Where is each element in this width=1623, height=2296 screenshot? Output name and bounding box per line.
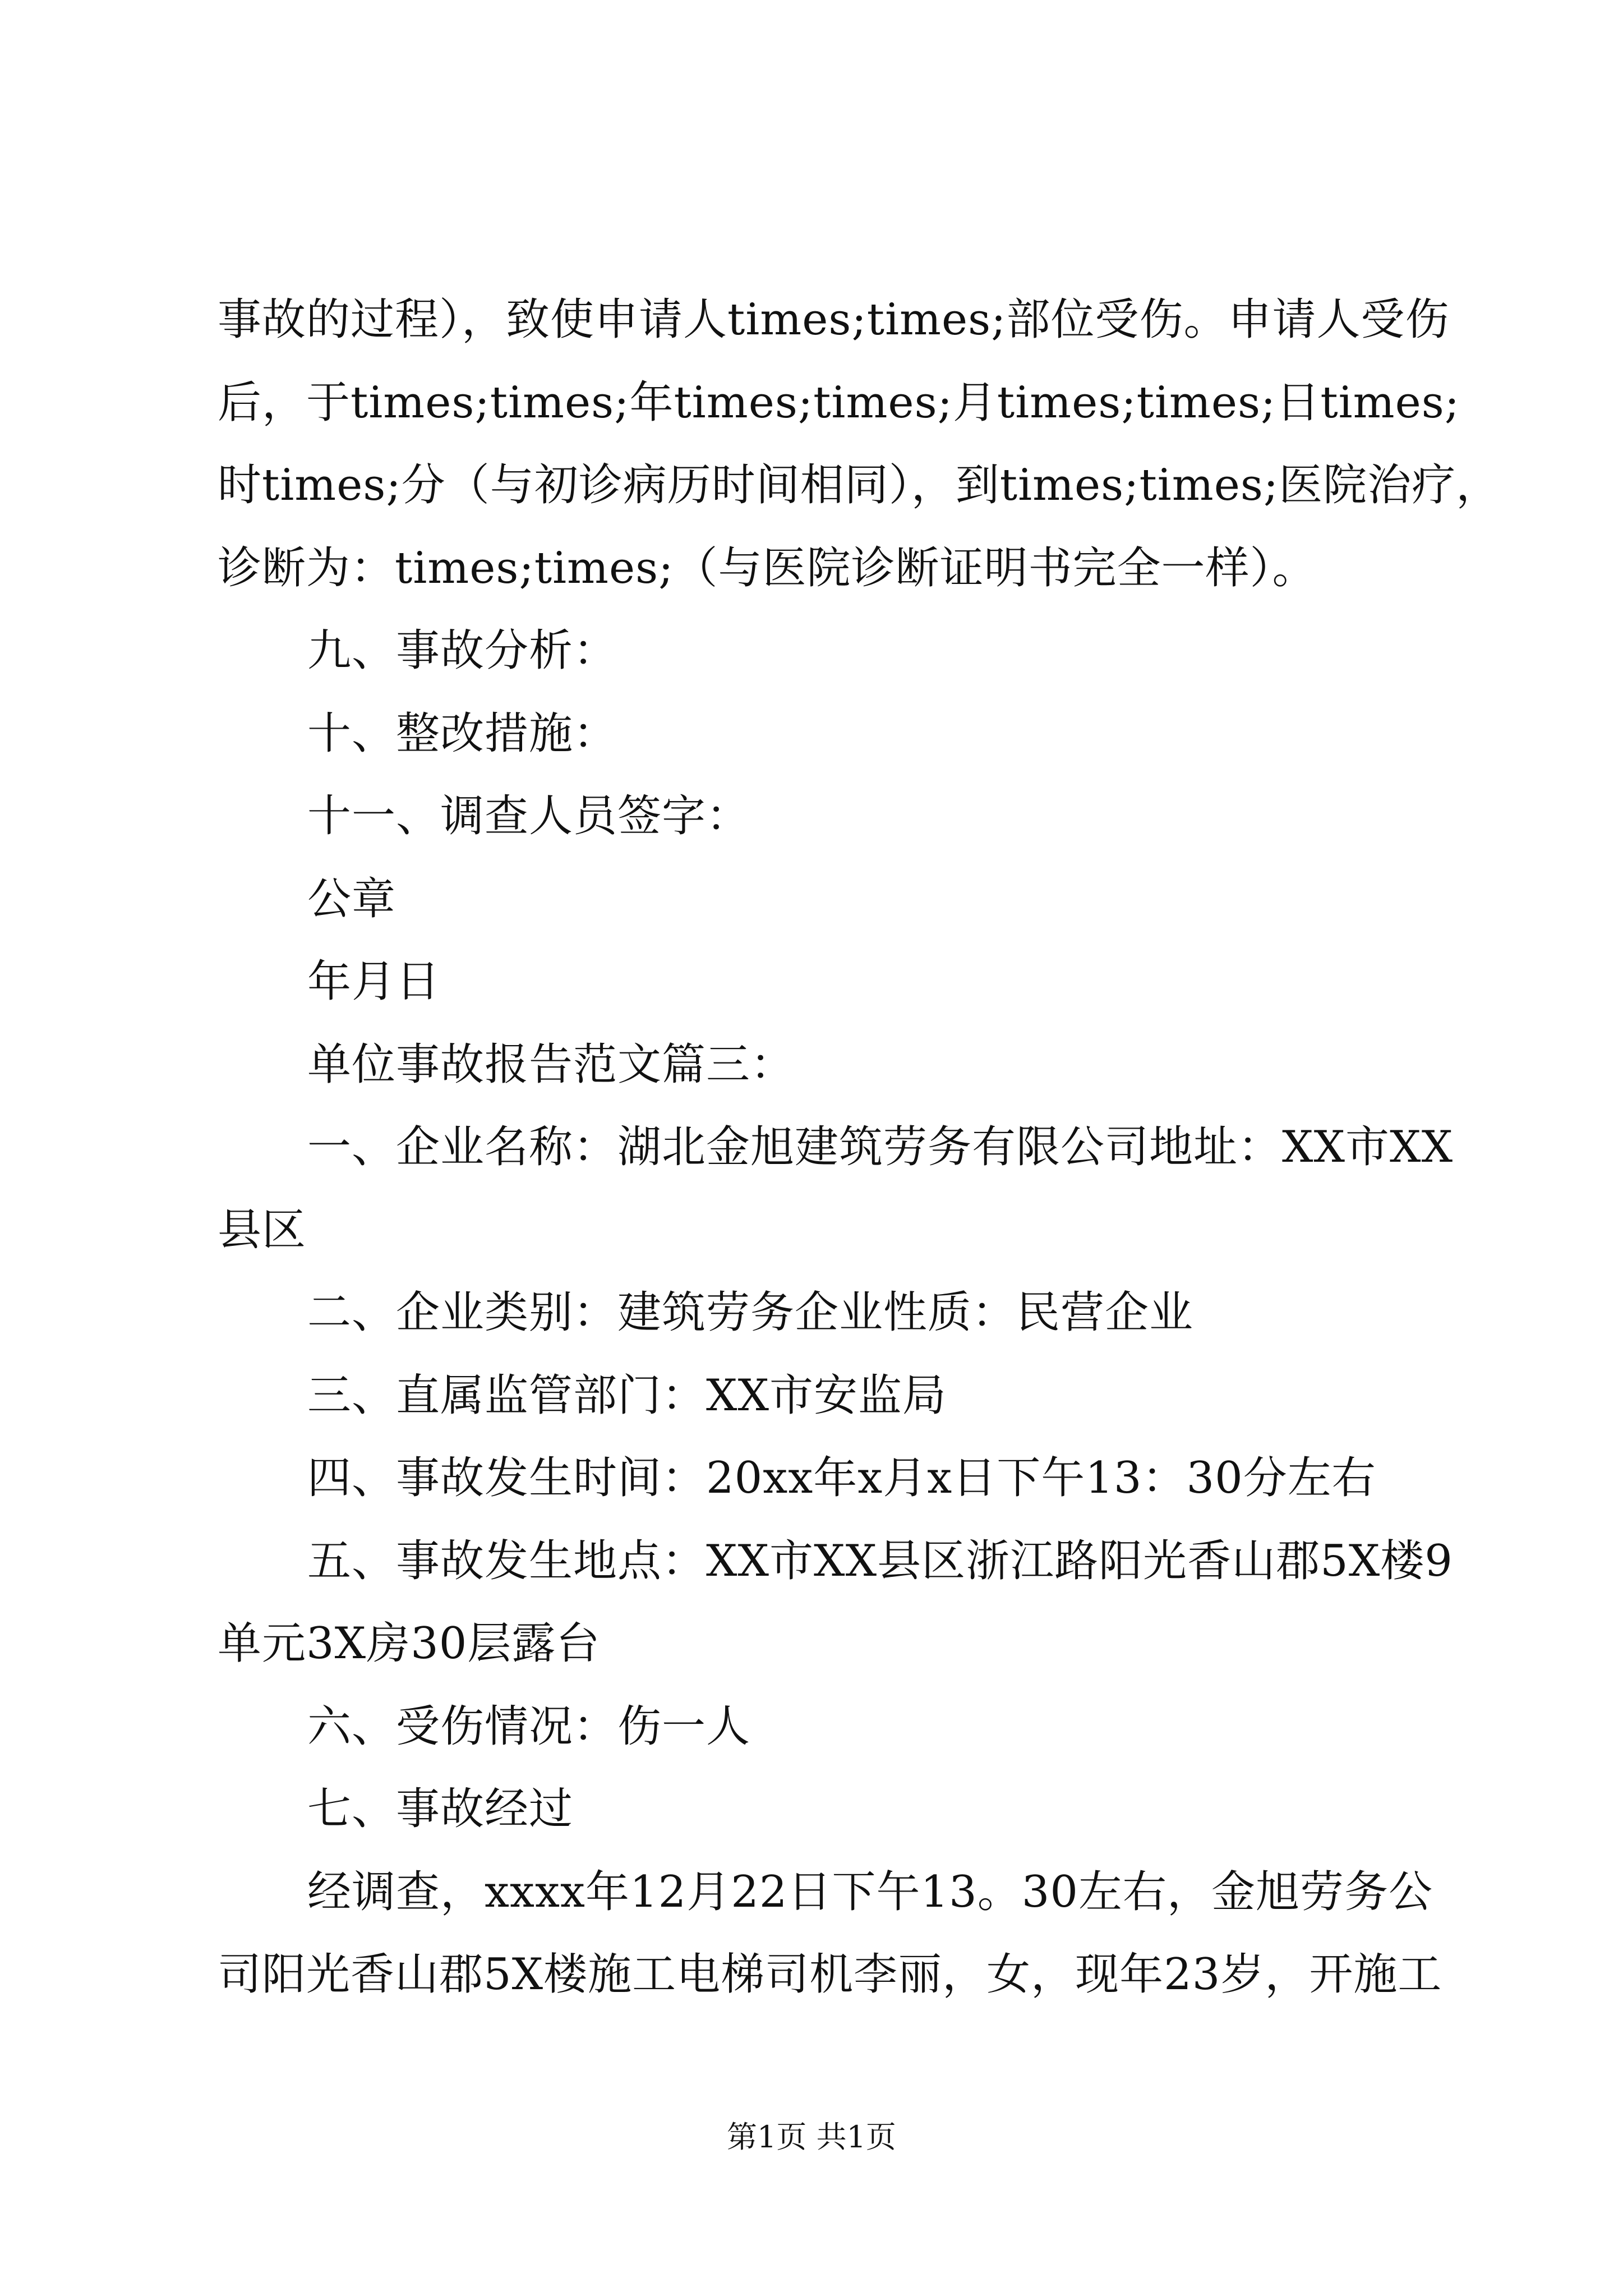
text-line: 县区	[218, 1205, 307, 1255]
text-line: 五、事故发生地点：XX市XX县区浙江路阳光香山郡5X楼9	[307, 1536, 1453, 1586]
seal-label: 公章	[307, 874, 396, 924]
text-line: 时times;分（与初诊病历时间相同），到times;times;医院治疗，	[218, 460, 1501, 510]
text-line: 一、企业名称：湖北金旭建筑劳务有限公司地址：XX市XX	[307, 1122, 1454, 1172]
article-title: 单位事故报告范文篇三：	[307, 1039, 795, 1090]
text-line: 诊断为：times;times;（与医院诊断证明书完全一样）。	[218, 543, 1317, 593]
section-heading: 九、事故分析：	[307, 625, 618, 676]
text-line: 后，于times;times;年times;times;月times;times;日times;	[218, 378, 1460, 428]
text-line: 六、受伤情况：伤一人	[307, 1701, 751, 1752]
page-footer: 第1页 共1页	[727, 2119, 896, 2155]
section-heading: 十、整改措施：	[307, 708, 618, 759]
text-line: 经调查，xxxx年12月22日下午13。30左右，金旭劳务公	[307, 1867, 1433, 1917]
text-line: 司阳光香山郡5X楼施工电梯司机李丽，女，现年23岁，开施工	[218, 1949, 1442, 2000]
text-line: 四、事故发生时间：20xx年x月x日下午13：30分左右	[307, 1453, 1376, 1503]
text-line: 事故的过程），致使申请人times;times;部位受伤。申请人受伤	[218, 295, 1450, 345]
section-heading: 十一、调查人员签字：	[307, 791, 751, 841]
text-line: 三、直属监管部门：XX市安监局	[307, 1370, 947, 1421]
text-line: 二、企业类别：建筑劳务企业性质：民营企业	[307, 1287, 1194, 1338]
text-line: 单元3X房30层露台	[218, 1618, 601, 1669]
date-label: 年月日	[307, 956, 441, 1007]
section-heading: 七、事故经过	[307, 1784, 574, 1834]
